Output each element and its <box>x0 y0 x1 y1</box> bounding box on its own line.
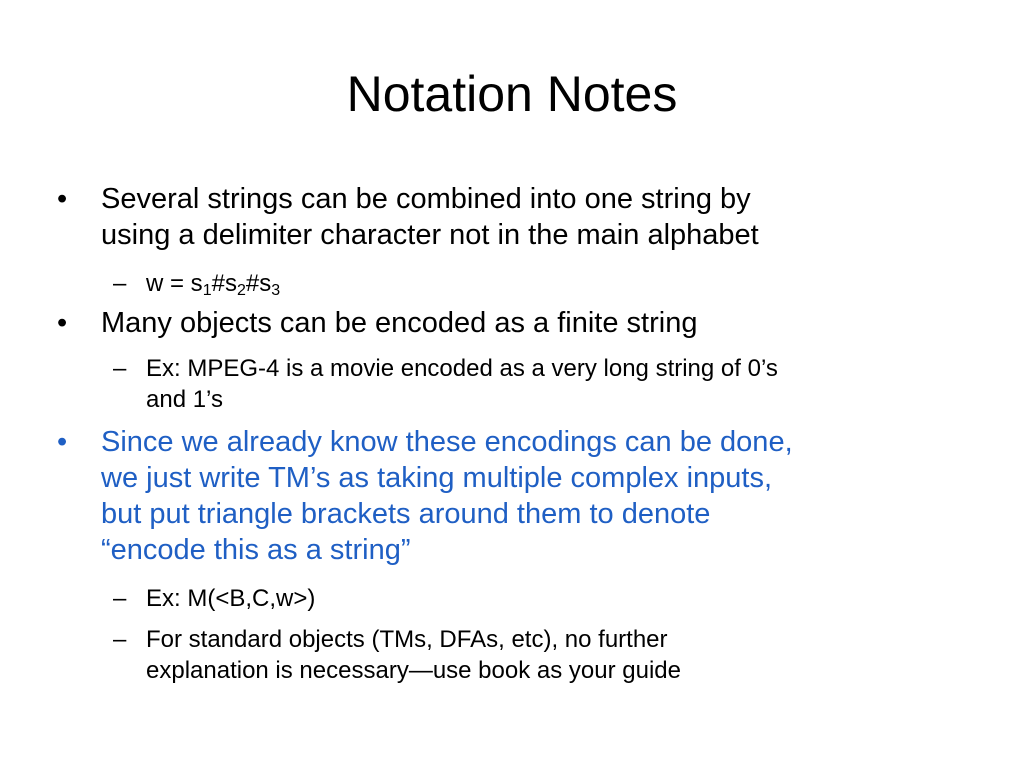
sub-bullet-line: – For standard objects (TMs, DFAs, etc), no further <box>146 626 668 653</box>
bullet-line: but put triangle brackets around them to denote <box>101 498 711 530</box>
sub-bullet-line: – Ex: M(<B,C,w>) <box>146 585 316 612</box>
bullet-line: we just write TM’s as taking multiple complex inputs, <box>101 462 773 494</box>
bullet-item-encoding <box>101 305 961 341</box>
bullet-line: using a delimiter character not in the main alphabet <box>101 219 759 251</box>
sub-bullet-line: – Ex: MPEG-4 is a movie encoded as a very long string of 0’s <box>146 355 778 382</box>
sub-bullet-line: explanation is necessary—use book as your guide <box>146 657 681 684</box>
bullet-line: • Many objects can be encoded as a finite string <box>101 307 698 339</box>
bullet-line: • Several strings can be combined into one string by <box>101 183 751 215</box>
sub-bullet-standard-objects <box>146 624 966 686</box>
bullet-item-tm-inputs <box>101 424 961 568</box>
slide-title: Notation Notes <box>346 66 678 122</box>
bullet-line: “encode this as a string” <box>101 534 411 566</box>
bullet-item-delimiter <box>101 181 961 253</box>
sub-bullet-mpeg <box>146 353 966 415</box>
sub-bullet-example-w <box>146 268 966 299</box>
formula: – $w = s_1\#s_2\#s_3$ <box>146 270 281 299</box>
sub-bullet-line: and 1’s <box>146 386 223 413</box>
bullet-line: • Since we already know these encodings can be done, <box>101 426 793 458</box>
sub-bullet-example-m <box>146 583 966 614</box>
